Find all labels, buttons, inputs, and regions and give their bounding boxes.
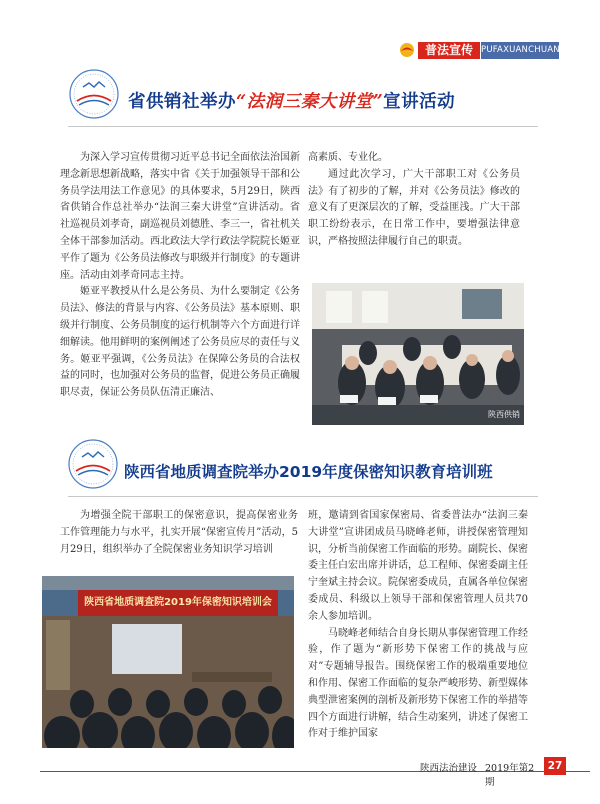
paragraph: 通过此次学习，广大干部职工对《公务员法》有了初步的了解，并对《公务员法》修改的意义有了更深层次的了解，受益匪浅。广大干部职工纷纷表示，在日常工作中，要增强法律意识，严格按照法律履行自己的职责。 xyxy=(308,168,520,247)
footer-publication: 陕西法治建设 xyxy=(420,763,478,774)
paragraph: 马晓峰老师结合自身长期从事保密管理工作经验，作了题为“新形势下保密工作的挑战与应对”专题辅导报告。围绕保密工作的极端重要地位和作用、保密工作面临的复杂严峻形势、新型媒体典型泄密案例的剖析及新形势下保密工作的举措等四个方面进行讲解，结合生动案列，讲述了保密工作对于维护国家 xyxy=(308,627,528,740)
title-divider xyxy=(68,126,538,127)
paragraph: 班，邀请到省国家保密局、省委普法办“法润三秦大讲堂”宣讲团成员马晓峰老师，讲授保密管理知识，分析当前保密工作面临的形势。副院长、保密委主任白宏出席并讲话，总工程师、保密委副主任宁奎斌主持会议。院保密委成员，直属各单位保密委成员、科级以上领导干部和保密管理人员共70余人参加培训。 xyxy=(308,510,528,622)
article2-column-left xyxy=(60,508,298,558)
article1-column-right xyxy=(308,150,520,251)
photo-watermark: 陕西供销 xyxy=(488,410,520,419)
section-label: 普法宣传 xyxy=(418,42,480,59)
article2-column-right xyxy=(308,508,528,743)
section-label-en: PUFAXUANCHUAN xyxy=(481,42,559,59)
paragraph: 姬亚平教授从什么是公务员、为什么要制定《公务员法》、修法的背景与内容、《公务员法》基本原则、职级并行制度、公务员制度的运行机制等六个方面进行详细解读。他用鲜明的案例阐述了公务员应尽的责任与义务。姬亚平强调，《公务员法》在保障公务员的合法权益的同时，也加强对公务员的监督，促进公务员正确履职尽责，保证公务员队伍清正廉洁、 xyxy=(60,286,300,399)
page-number: 27 xyxy=(544,757,566,775)
article2-title: 陕西省地质调查院举办2019年度保密知识教育培训班 xyxy=(124,463,493,481)
paragraph: 高素质、专业化。 xyxy=(308,152,388,163)
paragraph: 为深入学习宣传贯彻习近平总书记全面依法治国新理念新思想新战略，落实中省《关于加强领导干部和公务员学法用法工作意见》的具体要求，5月29日，陕西省供销合作总社举办“法润三秦大讲堂”宣讲活动。省社巡视员刘孝奇，副巡视员刘德胜、李三一，省社机关全体干部参加活动。西北政法大学行政法学院院长姬亚平作了题为《公务员法修改与职级并行制度》的专题讲座。活动由刘孝奇同志主持。 xyxy=(60,152,300,281)
meeting-photo xyxy=(312,283,524,425)
lecture-logo-icon xyxy=(67,438,119,490)
section-emblem-icon xyxy=(398,42,416,58)
article1-title: 省供销社举办“法润三秦大讲堂”宣讲活动 xyxy=(128,92,456,112)
lecture-logo-icon xyxy=(68,68,120,120)
paragraph: 为增强全院干部职工的保密意识，提高保密业务工作管理能力与水平，扎实开展“保密宣传月”活动，5月29日，组织举办了全院保密业务知识学习培训 xyxy=(60,510,298,555)
photo-banner: 陕西省地质调查院2019年保密知识培训会 xyxy=(84,597,272,608)
footer-issue: 2019年第2期 xyxy=(485,763,535,788)
training-photo xyxy=(42,576,294,748)
article1-column-left xyxy=(60,150,300,402)
title-divider xyxy=(68,496,538,497)
